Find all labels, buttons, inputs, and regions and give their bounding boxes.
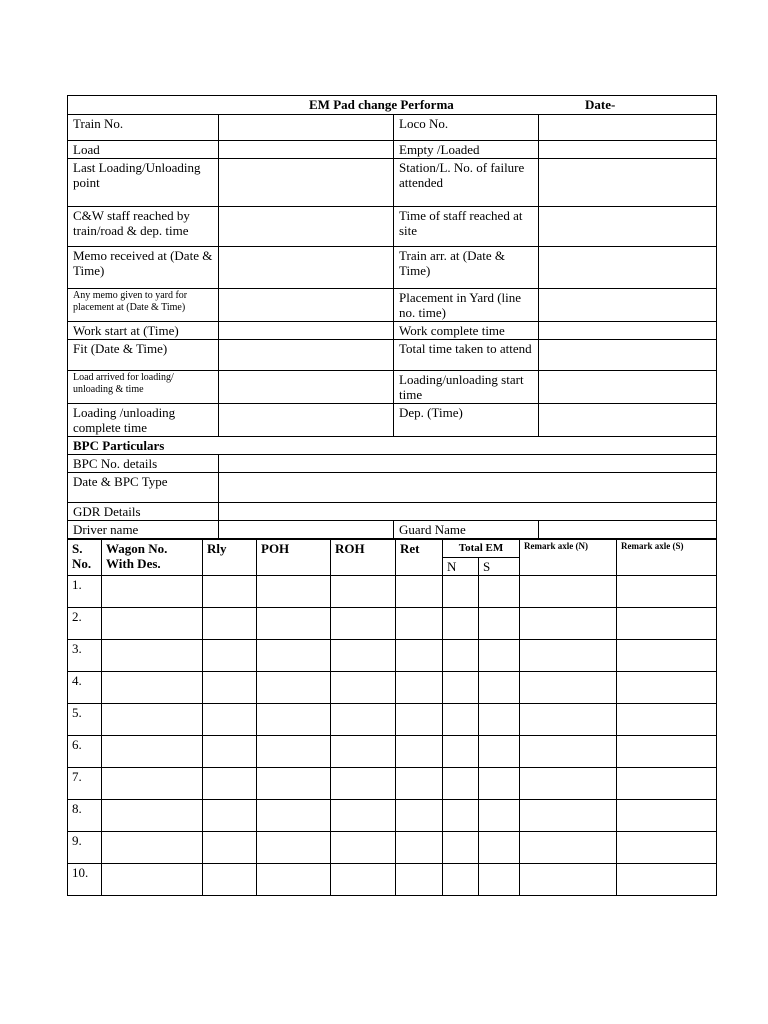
header-sno: S. No. xyxy=(68,540,102,576)
row-number: 5. xyxy=(68,704,102,736)
field-value[interactable] xyxy=(219,473,717,503)
field-value[interactable] xyxy=(539,141,717,159)
header-remark-s: Remark axle (S) xyxy=(617,540,717,576)
cell[interactable] xyxy=(102,640,203,672)
cell[interactable] xyxy=(257,672,331,704)
field-label: Fit (Date & Time) xyxy=(68,340,219,371)
bpc-row xyxy=(68,455,717,473)
details-row xyxy=(68,159,717,207)
field-value[interactable] xyxy=(219,371,394,404)
row-number: 7. xyxy=(68,768,102,800)
cell[interactable] xyxy=(443,768,479,800)
driver-label: Driver name xyxy=(68,521,219,539)
cell[interactable] xyxy=(617,832,717,864)
field-label: Date & BPC Type xyxy=(68,473,219,503)
cell[interactable] xyxy=(331,832,396,864)
cell[interactable] xyxy=(396,608,443,640)
field-label: Loco No. xyxy=(394,115,539,141)
field-value[interactable] xyxy=(219,340,394,371)
row-number: 2. xyxy=(68,608,102,640)
wagon-row xyxy=(68,736,717,768)
field-label: Any memo given to yard for placement at (Date & Time) xyxy=(68,289,219,322)
cell[interactable] xyxy=(396,736,443,768)
cell[interactable] xyxy=(520,672,617,704)
form-title: EM Pad change Performa xyxy=(309,97,454,112)
cell[interactable] xyxy=(331,704,396,736)
header-wagon: Wagon No. With Des. xyxy=(102,540,203,576)
cell[interactable] xyxy=(520,736,617,768)
cell[interactable] xyxy=(479,576,520,608)
cell[interactable] xyxy=(102,736,203,768)
field-value[interactable] xyxy=(219,289,394,322)
field-value[interactable] xyxy=(219,322,394,340)
field-label: BPC No. details xyxy=(68,455,219,473)
cell[interactable] xyxy=(203,576,257,608)
cell[interactable] xyxy=(257,768,331,800)
field-value[interactable] xyxy=(539,247,717,289)
wagon-row xyxy=(68,576,717,608)
field-value[interactable] xyxy=(219,247,394,289)
cell[interactable] xyxy=(520,608,617,640)
details-row xyxy=(68,371,717,404)
field-label: Train No. xyxy=(68,115,219,141)
cell[interactable] xyxy=(102,576,203,608)
cell[interactable] xyxy=(396,576,443,608)
cell[interactable] xyxy=(331,800,396,832)
cell[interactable] xyxy=(617,864,717,896)
cell[interactable] xyxy=(257,640,331,672)
wagon-row xyxy=(68,864,717,896)
details-row xyxy=(68,322,717,340)
cell[interactable] xyxy=(203,768,257,800)
cell[interactable] xyxy=(203,832,257,864)
field-label: Loading/unloading start time xyxy=(394,371,539,404)
cell[interactable] xyxy=(331,736,396,768)
cell[interactable] xyxy=(203,800,257,832)
details-row xyxy=(68,115,717,141)
field-value[interactable] xyxy=(539,115,717,141)
cell[interactable] xyxy=(617,768,717,800)
date-label: Date- xyxy=(585,97,616,112)
cell[interactable] xyxy=(443,704,479,736)
wagon-row xyxy=(68,800,717,832)
bpc-heading: BPC Particulars xyxy=(68,437,717,455)
bpc-row xyxy=(68,473,717,503)
cell[interactable] xyxy=(443,576,479,608)
wagon-header-row xyxy=(68,540,717,558)
wagon-row xyxy=(68,832,717,864)
details-row xyxy=(68,207,717,247)
cell[interactable] xyxy=(443,800,479,832)
cell[interactable] xyxy=(617,576,717,608)
bpc-heading-row xyxy=(68,437,717,455)
cell[interactable] xyxy=(102,672,203,704)
cell[interactable] xyxy=(443,736,479,768)
cell[interactable] xyxy=(443,608,479,640)
cell[interactable] xyxy=(203,864,257,896)
cell[interactable] xyxy=(396,640,443,672)
cell[interactable] xyxy=(257,832,331,864)
wagon-row xyxy=(68,704,717,736)
cell[interactable] xyxy=(203,608,257,640)
cell[interactable] xyxy=(396,832,443,864)
field-label: Work complete time xyxy=(394,322,539,340)
field-label: Station/L. No. of failure attended xyxy=(394,159,539,207)
cell[interactable] xyxy=(331,608,396,640)
cell[interactable] xyxy=(102,608,203,640)
cell[interactable] xyxy=(520,640,617,672)
row-number: 8. xyxy=(68,800,102,832)
header-n: N xyxy=(443,558,479,576)
cell[interactable] xyxy=(443,864,479,896)
em-pad-form xyxy=(67,95,716,896)
wagon-row xyxy=(68,768,717,800)
header-rly: Rly xyxy=(203,540,257,576)
cell[interactable] xyxy=(203,736,257,768)
cell[interactable] xyxy=(102,800,203,832)
field-label: Last Loading/Unloading point xyxy=(68,159,219,207)
details-row xyxy=(68,247,717,289)
cell[interactable] xyxy=(102,864,203,896)
cell[interactable] xyxy=(617,640,717,672)
details-row xyxy=(68,340,717,371)
cell[interactable] xyxy=(102,768,203,800)
field-label: Memo received at (Date & Time) xyxy=(68,247,219,289)
cell[interactable] xyxy=(479,672,520,704)
cell[interactable] xyxy=(396,672,443,704)
header-ret: Ret xyxy=(396,540,443,576)
field-label: GDR Details xyxy=(68,503,219,521)
cell[interactable] xyxy=(102,704,203,736)
row-number: 4. xyxy=(68,672,102,704)
field-label: Empty /Loaded xyxy=(394,141,539,159)
guard-value[interactable] xyxy=(539,521,717,539)
wagon-row xyxy=(68,672,717,704)
details-row xyxy=(68,404,717,437)
cell[interactable] xyxy=(479,800,520,832)
cell[interactable] xyxy=(443,672,479,704)
row-number: 1. xyxy=(68,576,102,608)
driver-value[interactable] xyxy=(219,521,394,539)
field-label: C&W staff reached by train/road & dep. time xyxy=(68,207,219,247)
field-value[interactable] xyxy=(219,455,717,473)
cell[interactable] xyxy=(617,608,717,640)
cell[interactable] xyxy=(331,672,396,704)
wagon-row xyxy=(68,608,717,640)
cell[interactable] xyxy=(257,800,331,832)
cell[interactable] xyxy=(257,864,331,896)
field-value[interactable] xyxy=(539,340,717,371)
cell[interactable] xyxy=(396,800,443,832)
field-value[interactable] xyxy=(219,115,394,141)
wagon-row xyxy=(68,640,717,672)
cell[interactable] xyxy=(257,608,331,640)
cell[interactable] xyxy=(443,640,479,672)
cell[interactable] xyxy=(520,832,617,864)
cell[interactable] xyxy=(479,608,520,640)
header-roh: ROH xyxy=(331,540,396,576)
details-table xyxy=(67,95,717,539)
cell[interactable] xyxy=(520,576,617,608)
cell[interactable] xyxy=(257,576,331,608)
row-number: 9. xyxy=(68,832,102,864)
field-value[interactable] xyxy=(539,207,717,247)
field-label: Time of staff reached at site xyxy=(394,207,539,247)
cell[interactable] xyxy=(617,704,717,736)
cell[interactable] xyxy=(331,768,396,800)
field-label: Placement in Yard (line no. time) xyxy=(394,289,539,322)
field-label: Loading /unloading complete time xyxy=(68,404,219,437)
field-label: Work start at (Time) xyxy=(68,322,219,340)
header-s: S xyxy=(479,558,520,576)
field-label: Load xyxy=(68,141,219,159)
cell[interactable] xyxy=(396,864,443,896)
field-value[interactable] xyxy=(219,207,394,247)
cell[interactable] xyxy=(396,704,443,736)
field-value[interactable] xyxy=(219,404,394,437)
cell[interactable] xyxy=(520,800,617,832)
cell[interactable] xyxy=(479,704,520,736)
row-number: 6. xyxy=(68,736,102,768)
header-poh: POH xyxy=(257,540,331,576)
cell[interactable] xyxy=(479,864,520,896)
field-label: Dep. (Time) xyxy=(394,404,539,437)
header-remark-n: Remark axle (N) xyxy=(520,540,617,576)
field-label: Train arr. at (Date & Time) xyxy=(394,247,539,289)
cell[interactable] xyxy=(479,832,520,864)
field-value[interactable] xyxy=(539,159,717,207)
cell[interactable] xyxy=(479,736,520,768)
cell[interactable] xyxy=(331,640,396,672)
cell[interactable] xyxy=(617,672,717,704)
field-value[interactable] xyxy=(539,404,717,437)
cell[interactable] xyxy=(203,640,257,672)
wagon-table xyxy=(67,539,717,896)
row-number: 3. xyxy=(68,640,102,672)
guard-label: Guard Name xyxy=(394,521,539,539)
cell[interactable] xyxy=(203,672,257,704)
cell[interactable] xyxy=(479,640,520,672)
crew-row xyxy=(68,521,717,539)
field-value[interactable] xyxy=(219,159,394,207)
cell[interactable] xyxy=(520,864,617,896)
field-value[interactable] xyxy=(219,503,717,521)
field-label: Total time taken to attend xyxy=(394,340,539,371)
title-row xyxy=(68,96,717,115)
cell[interactable] xyxy=(617,736,717,768)
cell[interactable] xyxy=(396,768,443,800)
field-label: Load arrived for loading/ unloading & time xyxy=(68,371,219,404)
cell[interactable] xyxy=(102,832,203,864)
cell[interactable] xyxy=(331,576,396,608)
field-value[interactable] xyxy=(219,141,394,159)
header-total-em: Total EM xyxy=(443,540,520,558)
cell[interactable] xyxy=(617,800,717,832)
cell[interactable] xyxy=(257,704,331,736)
details-row xyxy=(68,141,717,159)
cell[interactable] xyxy=(257,736,331,768)
field-value[interactable] xyxy=(539,289,717,322)
field-value[interactable] xyxy=(539,322,717,340)
field-value[interactable] xyxy=(539,371,717,404)
title-cell xyxy=(68,96,717,115)
details-row xyxy=(68,289,717,322)
row-number: 10. xyxy=(68,864,102,896)
cell[interactable] xyxy=(520,768,617,800)
cell[interactable] xyxy=(443,832,479,864)
cell[interactable] xyxy=(520,704,617,736)
cell[interactable] xyxy=(203,704,257,736)
bpc-row xyxy=(68,503,717,521)
cell[interactable] xyxy=(479,768,520,800)
cell[interactable] xyxy=(331,864,396,896)
